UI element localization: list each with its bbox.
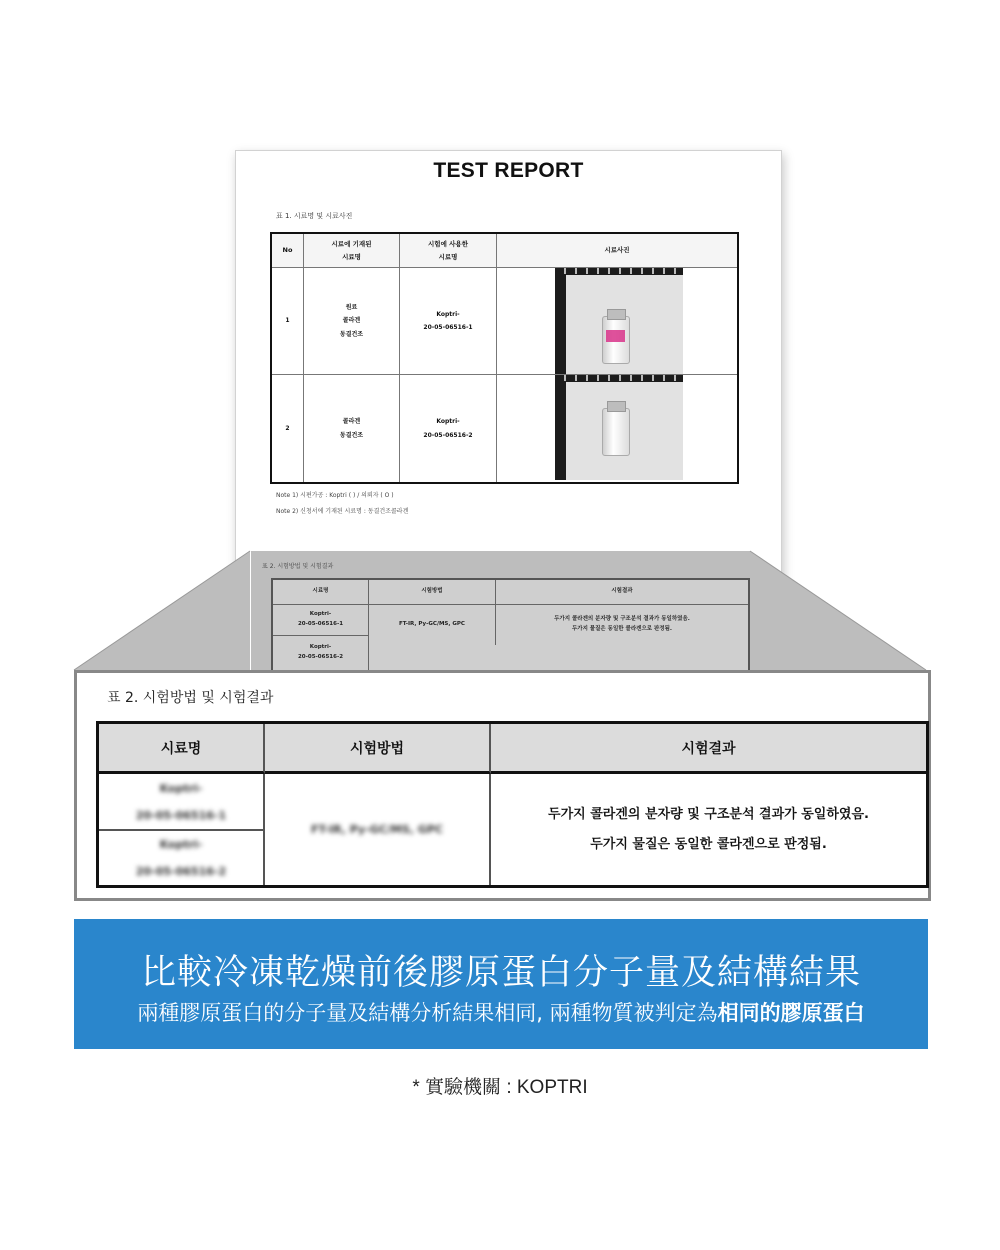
- banner-title: 比較冷凍乾燥前後膠原蛋白分子量及結構結果: [140, 953, 861, 993]
- row1-test-name: Koptri- 20-05-06516-1: [400, 268, 497, 374]
- zoomed-table-box: [74, 670, 931, 901]
- small-result: 두가지 콜라겐의 분자량 및 구조분석 결과가 동일하였음. 두가지 물질은 동일한 콜라겐으로 판정됨.: [554, 616, 690, 632]
- small-header-method: 시험방법: [369, 580, 496, 605]
- row1-sample-name: 원료 콜라겐 동결건조: [304, 268, 400, 374]
- test-result-cell: 두가지 콜라겐의 분자량 및 구조분석 결과가 동일하였음. 두가지 물질은 동일한 콜라겐으로 판정됨.: [548, 806, 869, 852]
- table1-header-photo: 시료사진: [497, 234, 737, 268]
- sample-name-1: Koptri- 20-05-06516-1: [99, 774, 265, 831]
- table1-header-test-name: 시험에 사용한 시료명: [400, 234, 497, 268]
- banner-subtitle-emphasis: 相同的膠原蛋白: [717, 1001, 865, 1025]
- table1-caption: 표 1. 시료명 및 시료사진: [276, 212, 353, 220]
- note-1: Note 1) 시편가공 : Koptri ( ) / 의뢰자 ( O ): [276, 492, 394, 499]
- small-sample-2: Koptri- 20-05-06516-2: [273, 636, 369, 670]
- header-test-result: 시험결과: [491, 724, 926, 774]
- report-title: TEST REPORT: [433, 159, 584, 182]
- small-header-sample: 시료명: [273, 580, 369, 605]
- small-header-result: 시험결과: [496, 580, 748, 605]
- test-method-cell: FT-IR, Py-GC/MS, GPC: [265, 774, 491, 885]
- small-method: FT-IR, Py-GC/MS, GPC: [369, 605, 496, 645]
- note-2: Note 2) 신청서에 기재된 시료명 : 동결건조콜라겐: [276, 508, 409, 515]
- table1-header-sample-name: 시료에 기재된 시료명: [304, 234, 400, 268]
- table1-header-no: No: [272, 234, 304, 268]
- row2-sample-name: 콜라겐 동결건조: [304, 375, 400, 482]
- table2-caption: 표 2. 시험방법 및 시험결과: [107, 690, 274, 706]
- source-note: * 實驗機關 : KOPTRI: [412, 1077, 588, 1098]
- sample-name-2: Koptri- 20-05-06516-2: [99, 831, 265, 885]
- small-sample-1: Koptri- 20-05-06516-1: [273, 605, 369, 636]
- test-result-table: [96, 721, 929, 888]
- row2-no: 2: [272, 375, 304, 482]
- row1-no: 1: [272, 268, 304, 374]
- header-sample-name: 시료명: [99, 724, 265, 774]
- row2-test-name: Koptri- 20-05-06516-2: [400, 375, 497, 482]
- header-test-method: 시험방법: [265, 724, 491, 774]
- table2-caption-small: 표 2. 시험방법 및 시험결과: [262, 563, 334, 570]
- summary-banner: [74, 919, 928, 1049]
- banner-subtitle: 兩種膠原蛋白的分子量及結構分析結果相同, 兩種物質被判定為相同的膠原蛋白: [137, 1001, 865, 1025]
